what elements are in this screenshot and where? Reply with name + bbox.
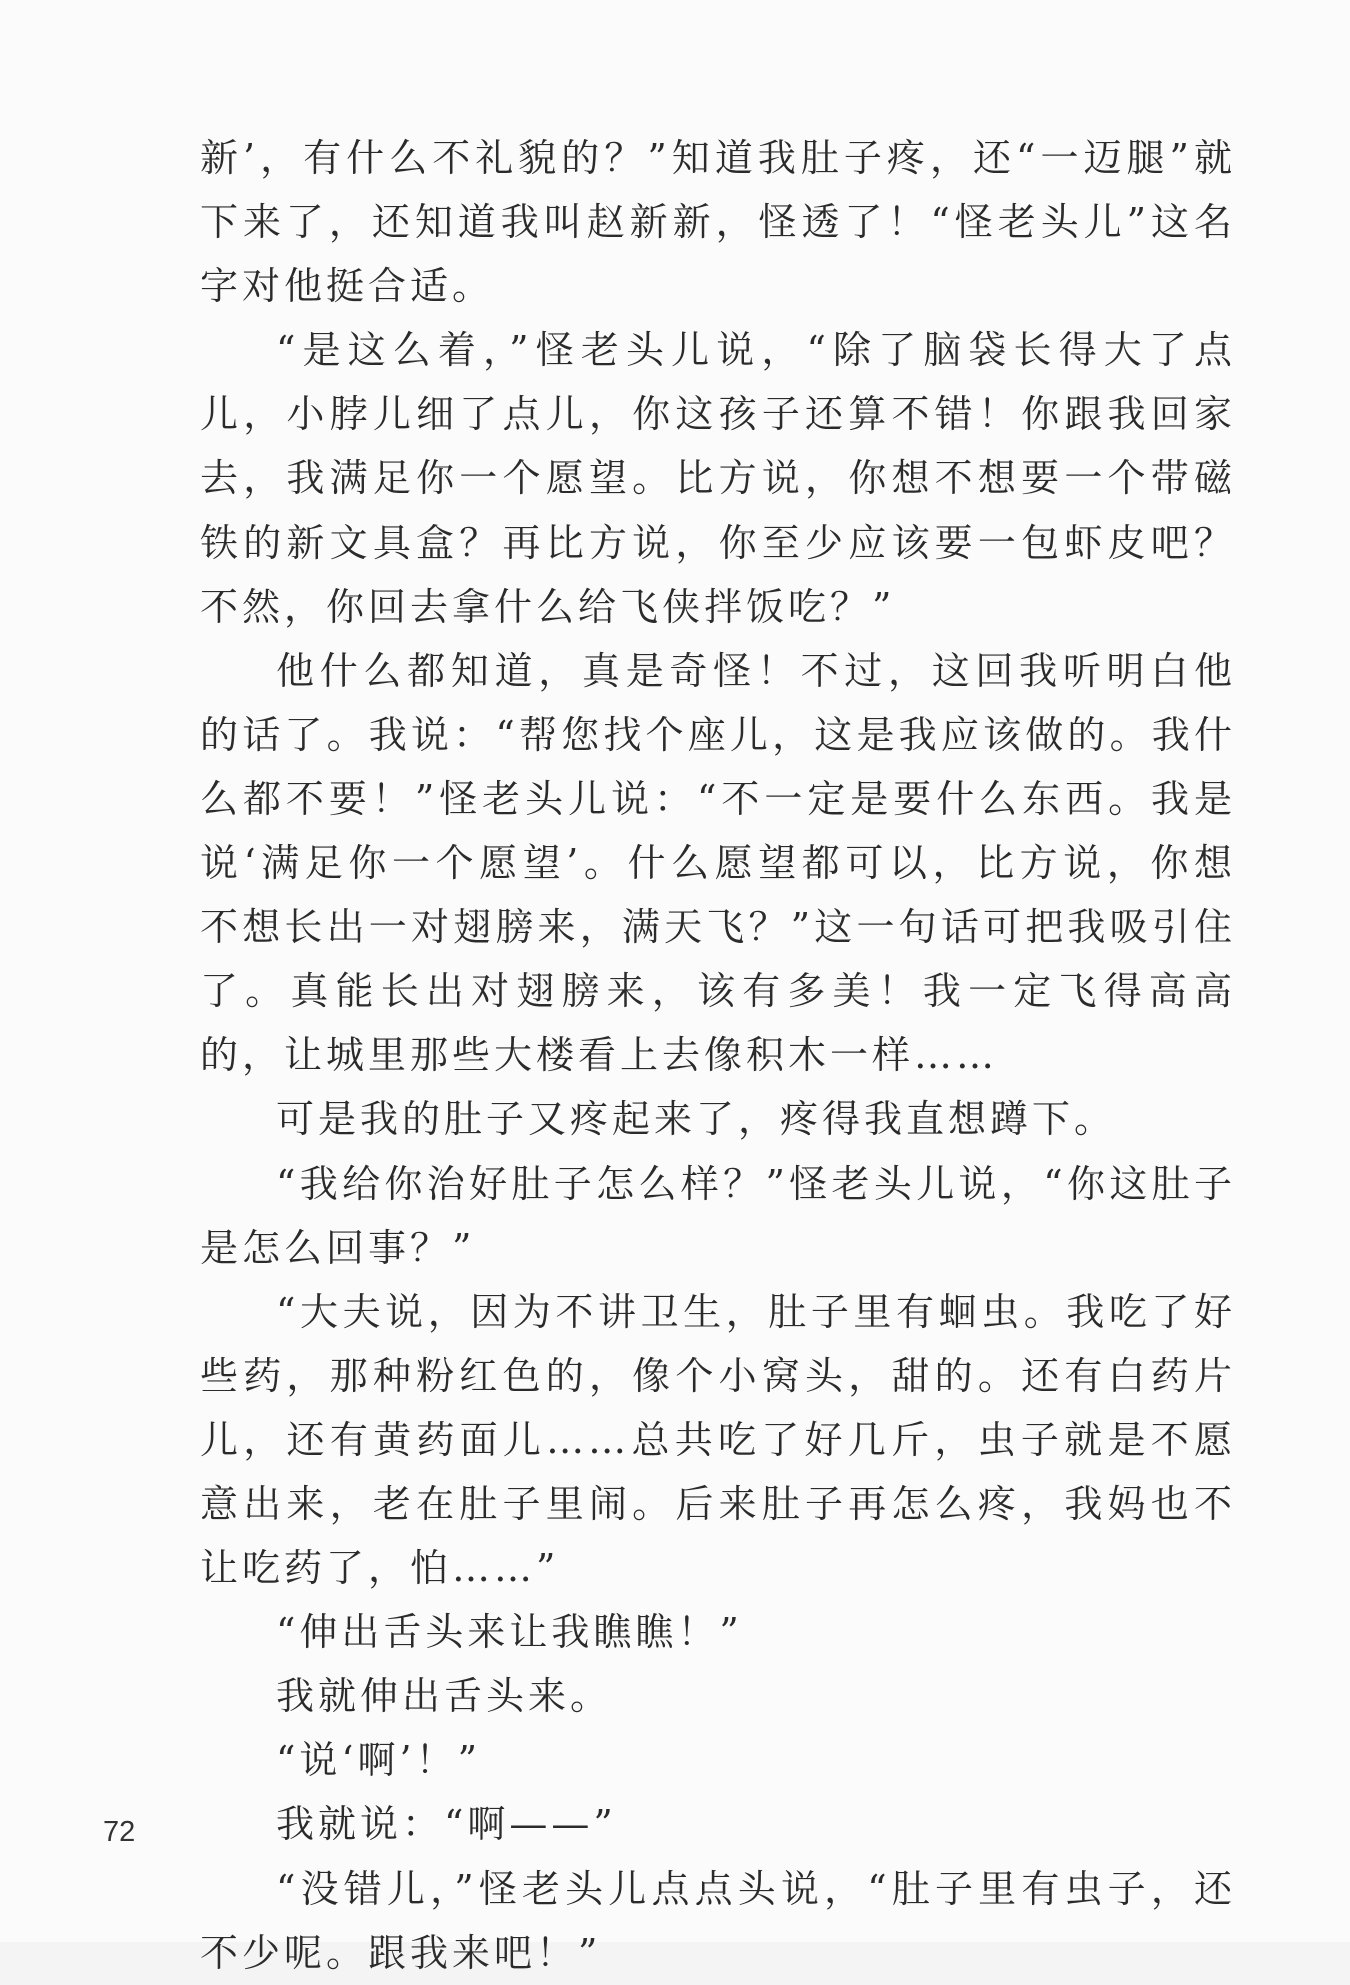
paragraph-5: “我给你治好肚子怎么样？”怪老头儿说，“你这肚子是怎么回事？”	[200, 1161, 1236, 1270]
paragraph-4: 可是我的肚子又疼起来了，疼得我直想蹲下。	[276, 1097, 1117, 1142]
paragraph-3: 他什么都知道，真是奇怪！不过，这回我听明白他的话了。我说：“帮您找个座儿，这是我应该做的。我什么都不要！”怪老头儿说：“不一定是要什么东西。我是说‘满足你一个愿望’。什么愿望都可以，比方说，你想不想长出一对翅膀来，满天飞？”这一句话可把我吸引住了。真能长出对翅膀来，该有多美！我一定飞得高高的，让城里那些大楼看上去像积木一样……	[200, 648, 1236, 1078]
paragraph-11: “没错儿，”怪老头儿点点头说，“肚子里有虫子，还不少呢。跟我来吧！”	[200, 1866, 1236, 1975]
paragraph-7: “伸出舌头来让我瞧瞧！”	[276, 1610, 743, 1655]
paragraph-6: “大夫说，因为不讲卫生，肚子里有蛔虫。我吃了好些药，那种粉红色的，像个小窝头，甜的。还有白药片儿，还有黄药面儿……总共吃了好几斤，虫子就是不愿意出来，老在肚子里闹。后来肚子再怎么疼，我妈也不让吃药了，怕……”	[200, 1289, 1236, 1591]
paragraph-8: 我就伸出舌头来。	[276, 1674, 613, 1719]
paragraph-1: 新’，有什么不礼貌的？”知道我肚子疼，还“一迈腿”就下来了，还知道我叫赵新新，怪透了！“怪老头儿”这名字对他挺合适。	[200, 136, 1236, 309]
page-number: 72	[103, 1816, 136, 1848]
paragraph-2: “是这么着，”怪老头儿说，“除了脑袋长得大了点儿，小脖儿细了点儿，你这孩子还算不错！你跟我回家去，我满足你一个愿望。比方说，你想不想要一个带磁铁的新文具盒？再比方说，你至少应该要一包虾皮吧？不然，你回去拿什么给飞侠拌饭吃？”	[200, 328, 1236, 629]
body-text	[200, 126, 1236, 1985]
paragraph-10: 我就说：“啊——”	[276, 1802, 617, 1847]
paragraph-9: “说‘啊’！”	[276, 1738, 482, 1783]
